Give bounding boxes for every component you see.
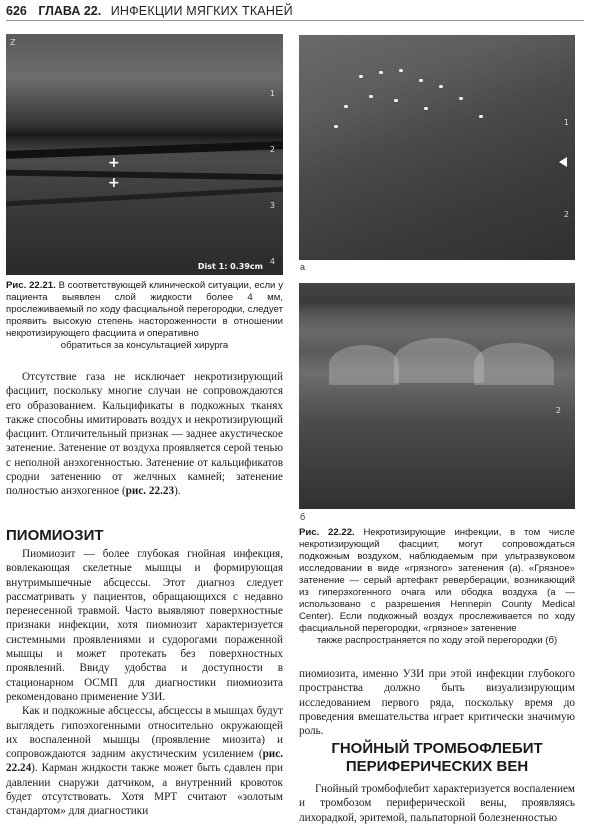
depth-tick: 4: [269, 257, 275, 266]
section-heading-pyomyositis: ПИОМИОЗИТ: [6, 527, 104, 544]
left-column-section: [6, 547, 283, 819]
air-focus: [334, 125, 338, 128]
depth-tick: 3: [269, 201, 275, 210]
fascial-layer: [6, 187, 283, 206]
focus-marker-icon: [559, 157, 567, 167]
figure-22-21-caption: [6, 280, 283, 352]
air-focus: [459, 97, 463, 100]
paragraph: пиомиозита, именно УЗИ при этой инфекции глубокого пространства должно быть визуализирующим исследованием первого ряда, поскольку время до проведения вмешательства играет критически значимую роль.: [299, 668, 575, 738]
distance-readout: Dist 1: 0.39cm: [197, 262, 263, 271]
section-heading-thrombophlebitis: [299, 740, 575, 776]
chapter-title: ИНФЕКЦИИ МЯГКИХ ТКАНЕЙ: [110, 4, 293, 18]
depth-tick: 1: [269, 89, 275, 98]
depth-tick: 2: [269, 145, 275, 154]
caliper-marker: +: [108, 155, 120, 171]
right-column: [299, 667, 575, 738]
caption-label: Рис. 22.21.: [6, 280, 56, 291]
paragraph-text: Как и подкожные абсцессы, абсцессы в мышцах будут выглядеть гипоэхогенными относительно окружающей их воспаленной мышцы (проявление миозита) и сопровождаются задним акустическим усилением (: [6, 705, 283, 761]
paragraph: Гнойный тромбофлебит характеризуется воспалением и тромбозом периферической вены, проявляясь лихорадкой, эритемой, пальпаторной болезненностью: [299, 783, 575, 824]
paragraph-text: Отсутствие газа не исключает некротизирующий фасциит, поскольку многие случаи не сопровождаются его образованием. Кальцификаты в подкожных тканях также способны имитировать воздух и некротизирующий фасциит. Отличительный признак — заднее акустическое затенение. Затенение от воздуха проявляется серой тенью с неполной анэхогенностью. Затенение от кальцификатов сродни затенению от желчных камней; затенение полностью анэхогенное (: [6, 371, 283, 498]
air-focus: [344, 105, 348, 108]
air-reverberation: [394, 338, 484, 383]
air-focus: [379, 71, 383, 74]
fluid-layer: [6, 141, 283, 159]
air-focus: [479, 115, 483, 118]
probe-orientation-icon: Z: [10, 38, 16, 47]
right-column-section: [299, 782, 575, 825]
air-reverberation: [474, 343, 554, 385]
air-focus: [369, 95, 373, 98]
air-focus: [399, 69, 403, 72]
figure-22-22-caption: [299, 527, 575, 647]
figure-reference: рис. 22.24: [6, 748, 283, 775]
air-focus: [419, 79, 423, 82]
air-focus: [424, 107, 428, 110]
caption-label: Рис. 22.22.: [299, 527, 355, 538]
caption-text-last: обратиться за консультацией хирурга: [60, 340, 229, 351]
depth-tick: 2: [555, 406, 561, 415]
left-column: [6, 370, 283, 499]
paragraph: [6, 370, 283, 499]
figure-reference: рис. 22.23: [125, 485, 175, 498]
caption-text-last: также распространяется по ходу этой перегородки (б): [316, 635, 558, 646]
panel-label-a: а: [300, 262, 306, 272]
air-reverberation: [329, 345, 399, 385]
fascial-layer: [6, 170, 283, 181]
paragraph-text: ). Карман жидкости также может быть сдавлен при давлении снаружи датчиком, а внутренний кровоток будет отсутствовать. Хотя МРТ считают «золотым стандартом» для диагностики: [6, 762, 283, 818]
paragraph-text: ).: [174, 485, 181, 498]
caption-text: Некротизирующие инфекции, в том числе некротизирующий фасциит, могут сопровождаться подкожным воздухом, наблюдаемым при ультразвуковом исследовании в виде «грязного» затенения (а). «Грязное» затенение — серый артефакт реверберации, возникающий из гиперэхогенного очага или ободка воздуха (а — использовано с разрешения Hennepin County Medical Center). Если подкожный воздух прослеживается по ходу фасциальной перегородки, «грязное» затенение: [299, 527, 576, 634]
figure-22-22b-ultrasound: [299, 283, 575, 509]
air-focus: [439, 85, 443, 88]
heading-line: ГНОЙНЫЙ ТРОМБОФЛЕБИТ: [331, 740, 543, 757]
panel-label-b: б: [300, 512, 306, 522]
figure-22-21-ultrasound: [6, 34, 283, 275]
air-focus: [394, 99, 398, 102]
figure-22-22a-ultrasound: [299, 35, 575, 260]
chapter-number: ГЛАВА 22.: [38, 4, 102, 18]
air-focus: [359, 75, 363, 78]
depth-tick: 1: [563, 118, 569, 127]
caption-text: В соответствующей клинической ситуации, если у пациента выявлен слой жидкости более 4 мм, прослеживаемый по ходу фасциальной перегородки, следует проявить высокую степень настороженности в отношении некротизирующего фасциита и оперативно: [6, 280, 283, 339]
caliper-marker: +: [108, 175, 120, 191]
paragraph: [6, 704, 283, 818]
heading-line: ПЕРИФЕРИЧЕСКИХ ВЕН: [345, 758, 529, 775]
paragraph: Пиомиозит — более глубокая гнойная инфекция, вовлекающая скелетные мышцы и формирующая внутримышечные абсцессы. Этот диагноз следует рассматривать у пациентов, обращающихся с недавно перенесенной травмой. Часто выявляют поверхностные признаки инфекции, хотя пиомиозит характеризуется системными проявлениями и судорогами пораженной мышцы и может протекать без поверхностных проявлений. Ввиду удобства и доступности в стационарном ОСМП для диагностики пиомиозита рекомендовано применение УЗИ.: [6, 548, 283, 703]
depth-tick: 2: [563, 210, 569, 219]
page-header: [6, 2, 584, 21]
page-number: 626: [6, 4, 27, 18]
